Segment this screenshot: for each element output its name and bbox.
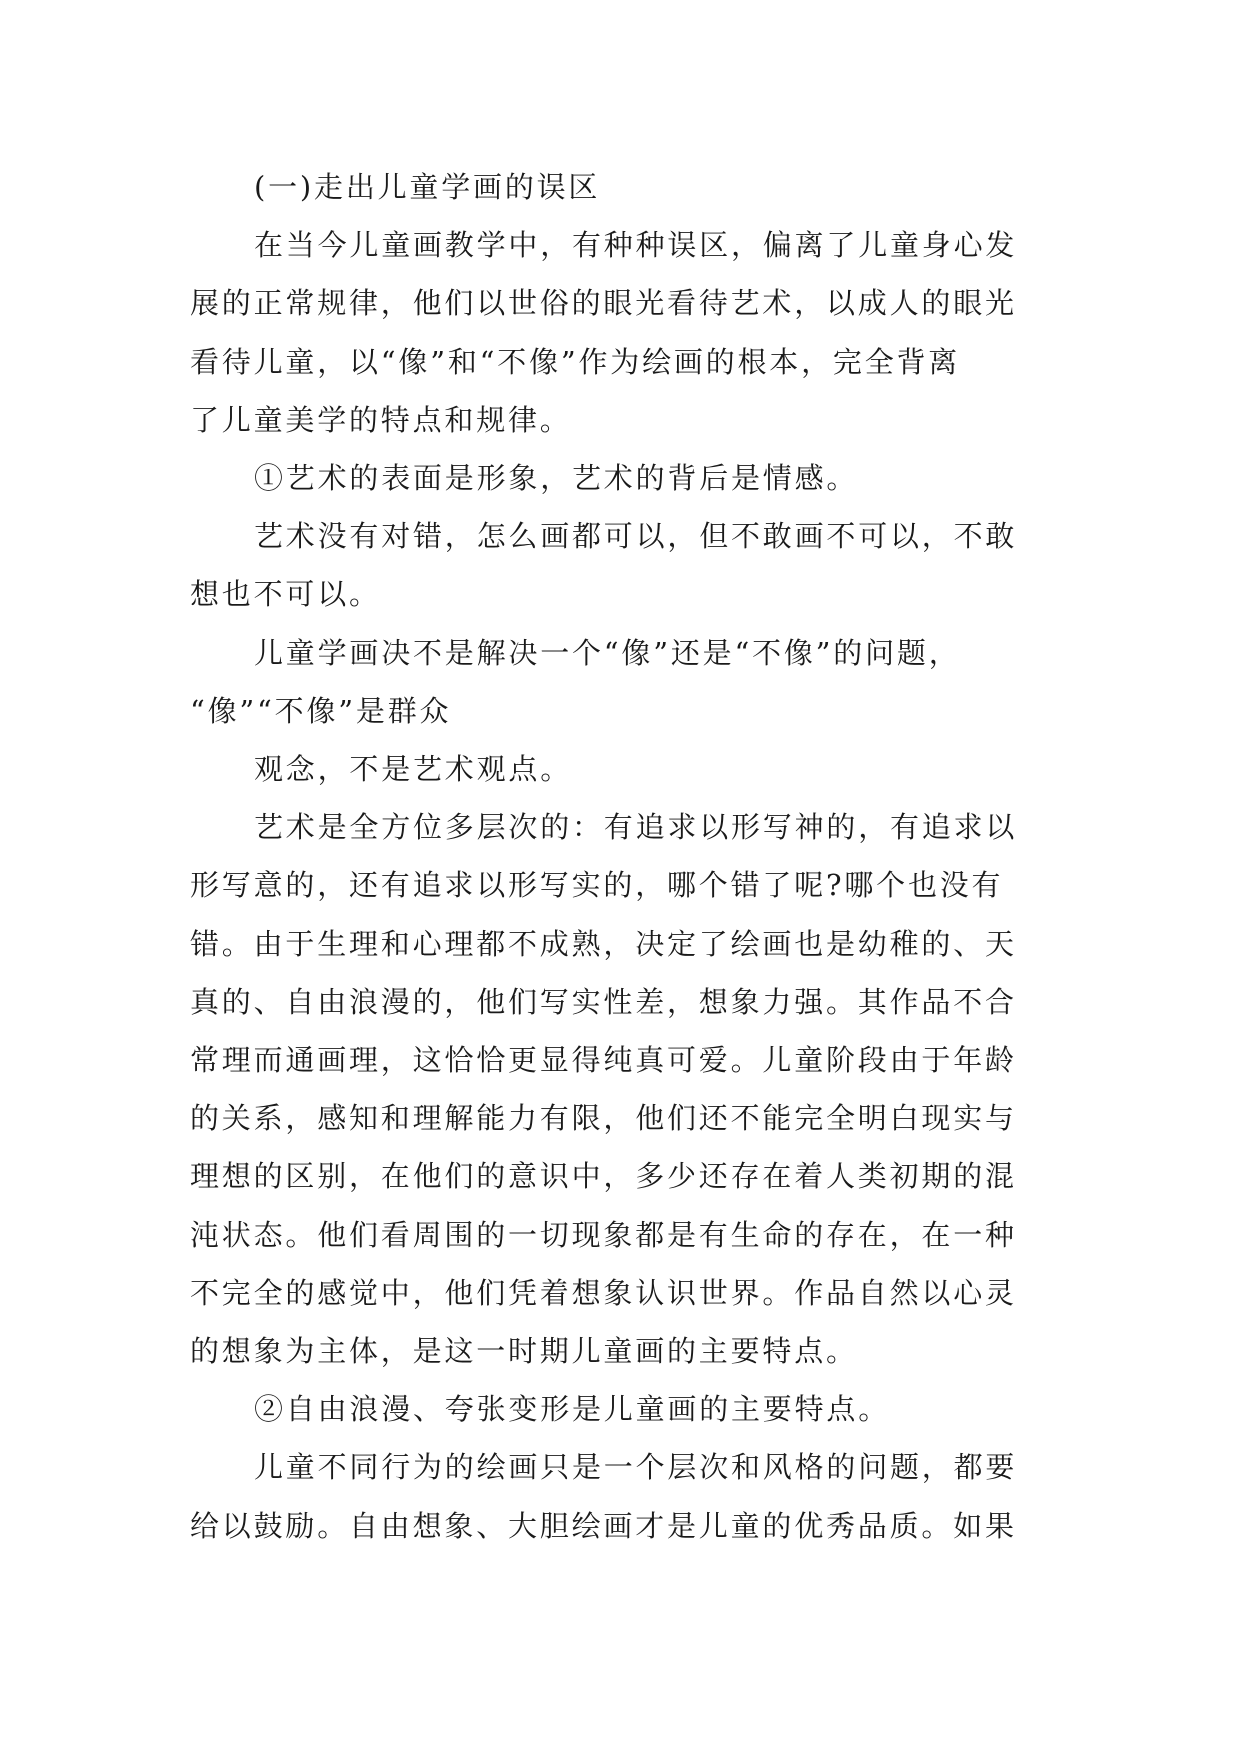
text-line: 在当今儿童画教学中，有种种误区，偏离了儿童身心发 — [254, 228, 1018, 263]
text-line: 艺术是全方位多层次的：有追求以形写神的，有追求以 — [254, 810, 1018, 845]
text-line: “像”“不像”是群众 — [190, 693, 452, 728]
text-line: 了儿童美学的特点和规律。 — [190, 402, 572, 437]
document-body — [190, 158, 1052, 1555]
text-line: 常理而通画理，这恰恰更显得纯真可爱。儿童阶段由于年龄 — [190, 1043, 1017, 1078]
text-line: ①艺术的表面是形象，艺术的背后是情感。 — [254, 461, 859, 496]
text-line: 真的、自由浪漫的，他们写实性差，想象力强。其作品不合 — [190, 984, 1017, 1019]
text-line: 错。由于生理和心理都不成熟，决定了绘画也是幼稚的、天 — [190, 926, 1017, 961]
paragraph — [190, 1438, 1052, 1554]
text-line: 观念，不是艺术观点。 — [254, 752, 573, 787]
text-line: 艺术没有对错，怎么画都可以，但不敢画不可以，不敢 — [254, 519, 1018, 554]
text-line: 不完全的感觉中，他们凭着想象认识世界。作品自然以心灵 — [190, 1275, 1017, 1310]
text-line: 沌状态。他们看周围的一切现象都是有生命的存在，在一种 — [190, 1217, 1017, 1252]
paragraph — [190, 798, 1052, 1380]
text-line: 看待儿童，以“像”和“不像”作为绘画的根本，完全背离 — [190, 344, 961, 379]
text-line: 的关系，感知和理解能力有限，他们还不能完全明白现实与 — [190, 1101, 1017, 1136]
subheading — [190, 449, 1052, 507]
text-line: (一)走出儿童学画的误区 — [254, 170, 601, 204]
text-line: 想也不可以。 — [190, 577, 381, 612]
text-line: 形写意的，还有追求以形写实的，哪个错了呢?哪个也没有 — [190, 868, 1004, 903]
section-heading — [190, 158, 1052, 216]
text-line: 给以鼓励。自由想象、大胆绘画才是儿童的优秀品质。如果 — [190, 1508, 1017, 1543]
paragraph — [190, 740, 1052, 798]
text-line: 儿童学画决不是解决一个“像”还是“不像”的问题， — [254, 635, 961, 670]
paragraph — [190, 624, 1052, 740]
text-line: ②自由浪漫、夸张变形是儿童画的主要特点。 — [254, 1392, 891, 1427]
subheading — [190, 1380, 1052, 1438]
text-line: 理想的区别，在他们的意识中，多少还存在着人类初期的混 — [190, 1159, 1017, 1194]
text-line: 儿童不同行为的绘画只是一个层次和风格的问题，都要 — [254, 1450, 1018, 1485]
text-line: 展的正常规律，他们以世俗的眼光看待艺术，以成人的眼光 — [190, 286, 1017, 321]
paragraph — [190, 216, 1052, 449]
paragraph — [190, 507, 1052, 623]
text-line: 的想象为主体，是这一时期儿童画的主要特点。 — [190, 1334, 858, 1369]
